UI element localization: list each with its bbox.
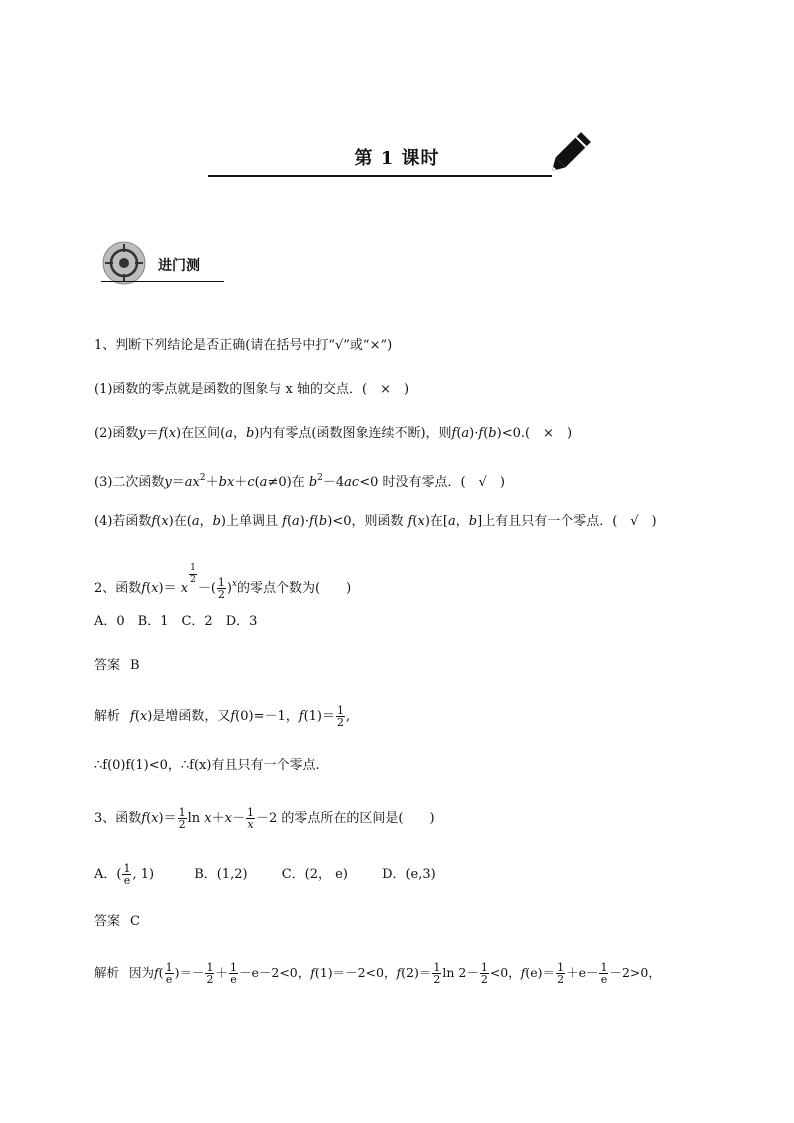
question-3-answer: 答案 C: [94, 914, 140, 929]
question-2-analysis-line-2: ∴f(0)f(1)<0，∴f(x)有且只有一个零点.: [94, 758, 320, 773]
question-3-options: A．( $\frac{1}{e}$ , 1) B．(1,2) C．(2， e) D．(e,3): [94, 862, 436, 887]
question-1-statement-4: (4)若函数f(x)在(a，b)上单调且 f(a)·f(b)<0，则函数 f(x)在[a，b]上有且只有一个零点．( √ ): [94, 514, 657, 529]
section-title: 进门测: [158, 258, 200, 274]
target-icon: [101, 240, 147, 286]
page-title: 第 1 课时: [354, 148, 440, 169]
question-1-statement-3: (3)二次函数$y=ax^2+bx+c(a\ne 0)$在 $b^2-4ac<0$ 时没有零点．( √ ): [94, 473, 505, 490]
question-3-stem: 3、函数f(x)＝ $\frac{1}{2}$ ln x＋x－ $\frac{1}{x}$ －2 的零点所在的区间是( ): [94, 806, 435, 831]
title-underline: [208, 175, 552, 177]
question-1-statement-1: (1)函数的零点就是函数的图象与 x 轴的交点．( × ): [94, 382, 410, 397]
question-3-analysis: 解析 因为f( $\frac{1}{e}$ )＝－ $\frac{1}{2}$ ＋ $\frac{1}{e}$ －e－2<0，f(1)＝－2<0，f(2)＝ $\frac{1}{2}$ ln 2－ $\frac{1}{2}$ <0，f(e)＝ $\frac{1}{2}$ ＋e－ $\frac{1}{e}$ －2>0，: [94, 961, 661, 986]
pencil-icon: [543, 128, 595, 180]
question-2-analysis-line-1: 解析 f(x)是增函数，又f(0)=－1，f(1)＝ $\frac{1}{2}$ ,: [94, 704, 351, 729]
question-2-options: A．0 B．1 C．2 D．3: [94, 614, 258, 629]
section-underline: [101, 281, 224, 282]
question-1-statement-2: (2)函数y＝f(x)在区间(a，b)内有零点(函数图象连续不断)，则f(a)·f(b)<0.( × ): [94, 426, 573, 441]
question-1-stem: 1、判断下列结论是否正确(请在括号中打“√”或“×”): [94, 338, 393, 353]
question-2-answer: 答案 B: [94, 658, 140, 673]
question-2-stem: 2、函数f(x)＝ x $\frac{1}{2}$ －( $\frac{1}{2}$ )$^x$的零点个数为( ): [94, 563, 352, 601]
